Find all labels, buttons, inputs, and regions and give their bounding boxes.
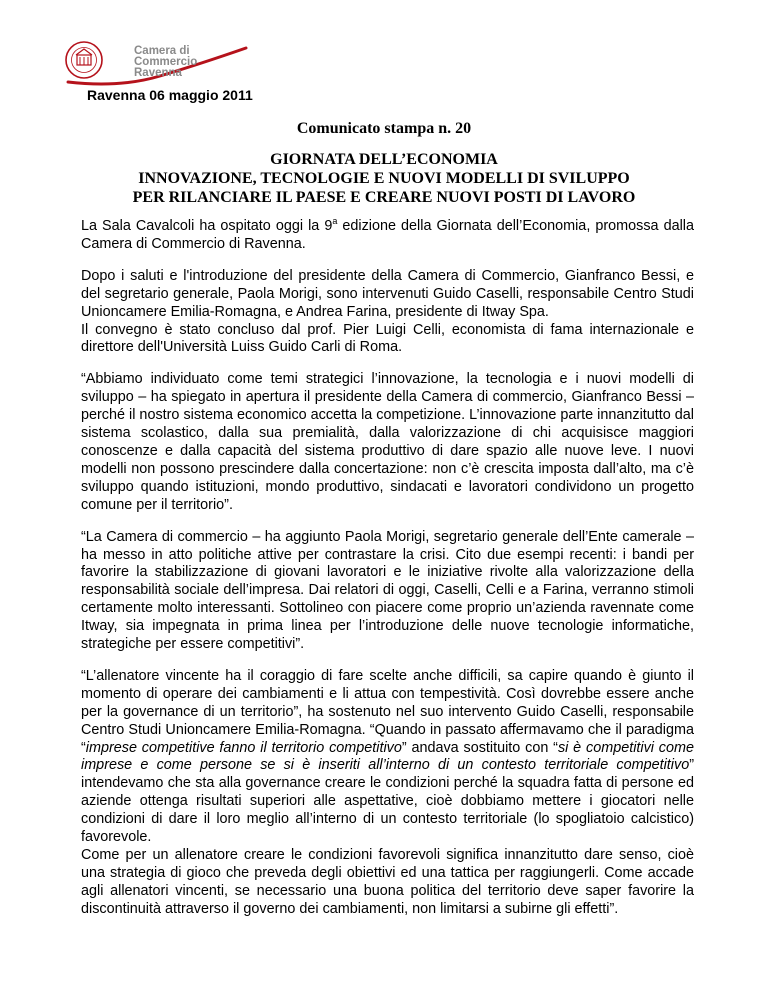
headline-line-3: PER RILANCIARE IL PAESE E CREARE NUOVI POSTI DI LAVORO bbox=[132, 189, 636, 206]
chamber-logo bbox=[60, 38, 250, 90]
paragraph-6-text-a: “L’allenatore vincente ha il coraggio di fare scelte anche difficili, sa capire quando è giunto il momento di operare dei cambiamenti e li attua con tempestività. Così dovrebbe essere anche per la governance di un territorio”, ha sostenuto nel suo intervento Guido Caselli, responsabile Centro Studi Unioncamere Emilia-Romagna. “Quando in passato affermavamo che il paradigma “ bbox=[81, 667, 694, 756]
paragraph-6-italic-1: imprese competitive fanno il territorio competitivo bbox=[85, 739, 402, 756]
paragraph-1-text-b: edizione della Giornata dell’Economia, promossa dalla Camera di Commercio di Ravenna. bbox=[81, 218, 694, 252]
paragraph-3: Il convegno è stato concluso dal prof. Pier Luigi Celli, economista di fama internazionale e direttore dell'Università Luiss Guido Carli di Roma. bbox=[81, 321, 694, 356]
ordinal-superscript: a bbox=[332, 216, 338, 227]
paragraph-1 bbox=[81, 218, 694, 254]
paragraph-2: Dopo i saluti e l'introduzione del presidente della Camera di Commercio, Gianfranco Bessi, e del segretario generale, Paola Morigi, sono intervenuti Guido Caselli, responsabile Centro Studi Unioncamere Emilia-Romagna, e Andrea Farina, presidente di Itway Spa. bbox=[81, 267, 694, 320]
paragraph-6-text-b: ” andava sostituito con “ bbox=[401, 739, 558, 756]
headline-line-1: GIORNATA DELL’ECONOMIA bbox=[270, 151, 498, 168]
headline-line-2: INNOVAZIONE, TECNOLOGIE E NUOVI MODELLI DI SVILUPPO bbox=[138, 170, 630, 187]
paragraph-4: “Abbiamo individuato come temi strategici l’innovazione, la tecnologia e i nuovi modelli di sviluppo – ha spiegato in apertura il presidente della Camera di commercio, Gianfranco Bessi – perché il nostro sistema economico accetta la competizione. L’innovazione parte innanzitutto dal sistema scolastico, dalla sua premialità, dalla valorizzazione di chi acquisisce maggiori conoscenze e dalla capacità del sistema produttivo di dare spazio alle nuove leve. I nuovi modelli non possono prescindere dalla concertazione: non c’è crescita imposta dall’alto, ma c’è sviluppo quando istituzioni, mondo produttivo, sindacati e lavoratori condividono un progetto comune per il territorio”. bbox=[81, 371, 694, 513]
dateline: Ravenna 06 maggio 2011 bbox=[87, 87, 253, 103]
paragraph-6-text-c: ” intendevamo che sta alla governance creare le condizioni perché la squadra fatta di persone ed aziende ottenga risultati superiori alle aspettative, cioè dobbiamo mettere i giocatori nelle condizioni di dare il loro meglio all’interno di un contesto territoriale (lo spogliatoio calcistico) favorevole. bbox=[81, 757, 694, 846]
paragraph-1-text-a: La Sala Cavalcoli ha ospitato oggi la 9 bbox=[81, 218, 333, 234]
headline bbox=[0, 150, 768, 207]
press-release-title: Comunicato stampa n. 20 bbox=[296, 120, 472, 137]
paragraph-6 bbox=[81, 668, 694, 847]
logo-line-2: Ravenna bbox=[134, 67, 182, 79]
article-body bbox=[81, 218, 694, 933]
logo-line-1: Camera di Commercio bbox=[134, 45, 198, 68]
paragraph-7: Come per un allenatore creare le condizioni favorevoli significa innanzitutto dare senso, cioè una strategia di gioco che preveda degli obiettivi ed una tattica per raggiungerli. Come accade agli allenatori vincenti, se necessario una buona politica del territorio deve saper favorire la discontinuità attraverso il governo dei cambiamenti, non limitarsi a subirne gli effetti”. bbox=[81, 847, 694, 917]
paragraph-6-italic-2: si è competitivi come imprese e come persone se si è inseriti all’interno di un contesto territoriale competitivo bbox=[81, 739, 694, 774]
paragraph-5: “La Camera di commercio – ha aggiunto Paola Morigi, segretario generale dell’Ente camerale – ha messo in atto politiche attive per contrastare la crisi. Cito due esempi recenti: i bandi per favorire la stabilizzazione di giovani lavoratori e le iniziative rivolte alla valorizzazione della responsabilità sociale dell’impresa. Dai relatori di oggi, Caselli, Celli e a Farina, verranno stimoli certamente molto interessanti. Sottolineo con piacere come proprio un’azienda ravennate come Itway, sia impegnata in prima linea per l’introduzione delle nuove tecnologie informatiche, strategiche per essere competitivi”. bbox=[81, 528, 694, 653]
